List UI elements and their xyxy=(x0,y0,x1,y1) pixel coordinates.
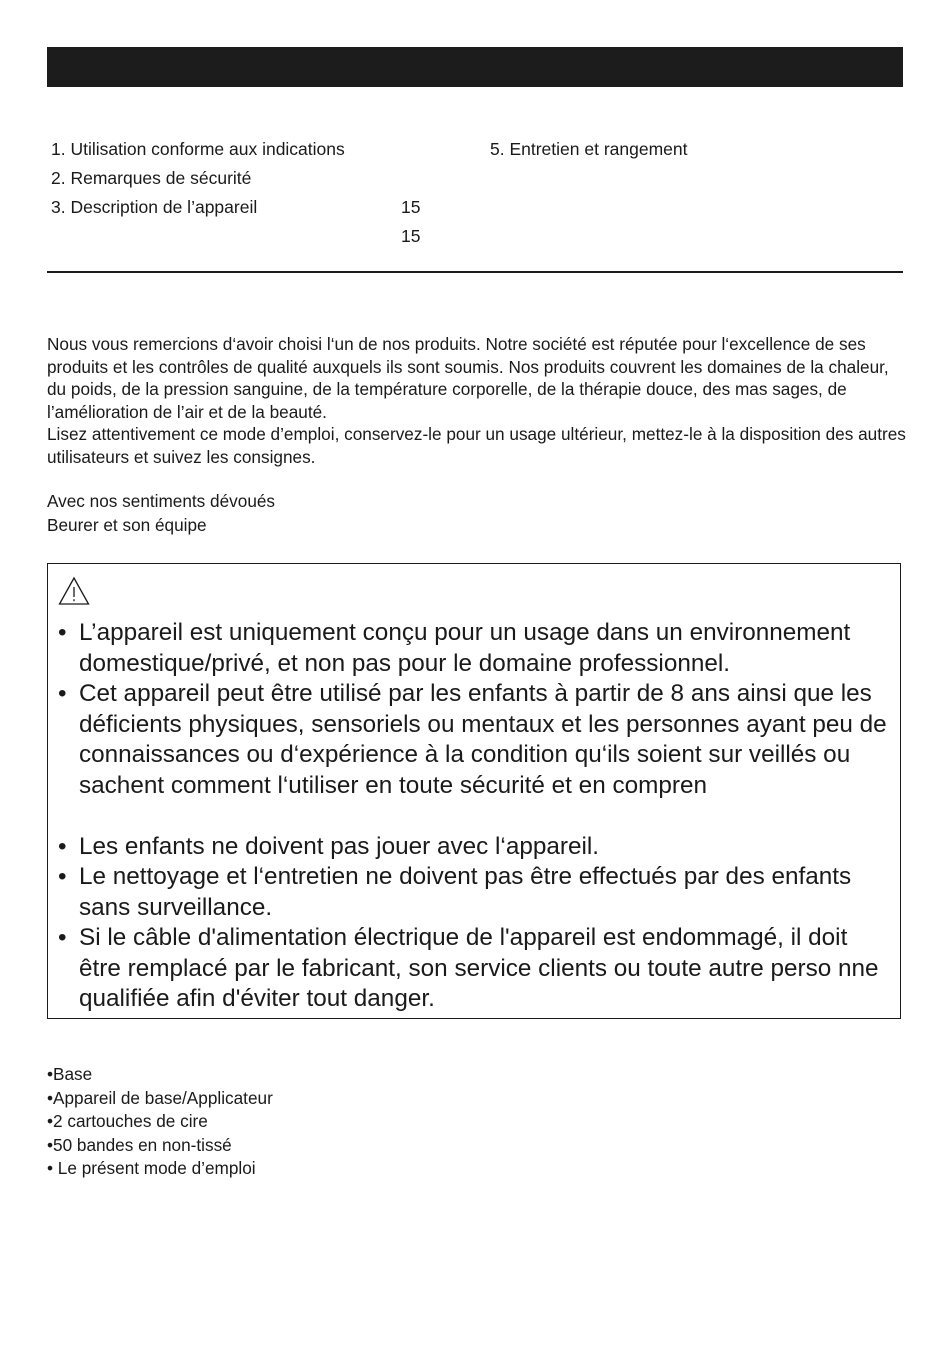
intro-paragraph: Lisez attentivement ce mode d’emploi, conservez-le pour un usage ultérieur, mettez-le à la disposition des autres utilisateurs et suivez les consignes. xyxy=(47,424,906,467)
warning-list xyxy=(58,618,894,1015)
intro-paragraph: Nous vous remercions d‘avoir choisi l‘un de nos produits. Notre société est réputée pour l‘excellence de ses produits et les contrôles de qualité auxquels ils sont soumis. Nos produits couvrent les domaines de la chaleur, du poids, de la pression sanguine, de la température corporelle, de la thérapie douce, des mas sages, de l’amélioration de l’air et de la beauté. xyxy=(47,334,889,422)
warning-item: • Les enfants ne doivent pas jouer avec l‘appareil. xyxy=(58,832,894,863)
list-item: • Base xyxy=(47,1063,273,1087)
toc-item[interactable]: 5. Entretien et rangement xyxy=(490,139,688,159)
list-item: • Le présent mode d’emploi xyxy=(47,1157,273,1181)
package-contents-list xyxy=(47,1063,273,1181)
warning-item: • Le nettoyage et l‘entretien ne doivent pas être effectués par des enfants sans surveillance. xyxy=(58,862,894,923)
toc-page-number: 15 xyxy=(401,197,421,217)
warning-box xyxy=(47,563,901,1019)
header-bar xyxy=(47,47,903,87)
toc-left-column xyxy=(51,135,345,222)
list-item: • Appareil de base/Applicateur xyxy=(47,1087,273,1111)
signoff-line: Avec nos sentiments dévoués xyxy=(47,491,276,511)
warning-item: • Si le câble d'alimentation électrique de l'appareil est endommagé, il doit être remplacé par le fabricant, son service clients ou toute autre perso nne qualifiée afin d'éviter tout danger. xyxy=(58,923,894,1015)
section-divider xyxy=(47,271,903,273)
toc-item[interactable]: 1. Utilisation conforme aux indications xyxy=(51,139,345,159)
list-item: • 2 cartouches de cire xyxy=(47,1110,273,1134)
toc-right-column xyxy=(490,135,687,164)
warning-item: • Cet appareil peut être utilisé par les enfants à partir de 8 ans ainsi que les déficients physiques, sensoriels ou mentaux et les personnes ayant peu de connaissances ou d‘expérience à la condition qu‘ils soient sur veillés ou sachent comment l‘utiliser en toute sécurité et en compren xyxy=(58,679,894,801)
toc-page-number: 15 xyxy=(401,226,421,246)
toc-item[interactable]: 2. Remarques de sécurité xyxy=(51,168,252,188)
signoff-line: Beurer et son équipe xyxy=(47,514,207,535)
list-item: • 50 bandes en non-tissé xyxy=(47,1134,273,1158)
warning-item: • L’appareil est uniquement conçu pour un usage dans un environnement domestique/privé, et non pas pour le domaine professionnel. xyxy=(58,618,894,679)
intro-text xyxy=(47,333,907,468)
warning-triangle-icon xyxy=(58,576,90,606)
blank-line xyxy=(58,801,894,832)
toc-page-numbers xyxy=(401,193,420,251)
signoff xyxy=(47,490,275,537)
toc-item[interactable]: 3. Description de l’appareil xyxy=(51,197,258,217)
